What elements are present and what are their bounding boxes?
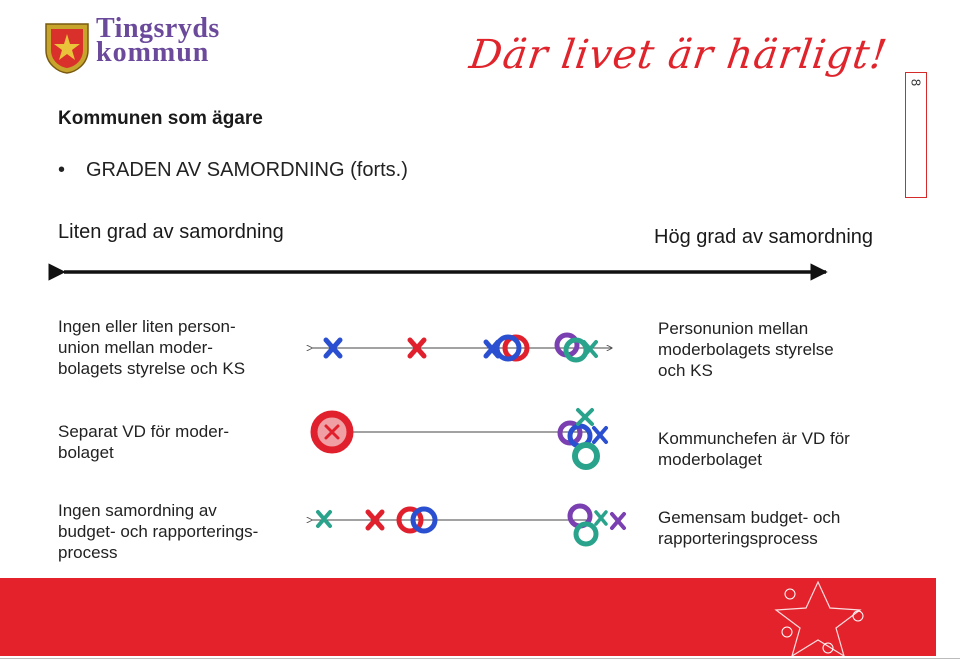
marker-cross-teal <box>578 410 592 424</box>
page-number: 8 <box>908 78 924 87</box>
logo-line-1: Tingsryds <box>96 13 220 44</box>
scale-label-high: Hög grad av samordning <box>654 226 874 248</box>
row-3-left-line: budget- och rapporterings- <box>58 522 259 541</box>
marker-cross-teal <box>318 512 330 526</box>
row-1-right-line: och KS <box>658 361 713 380</box>
row-2-left-line: Separat VD för moder- <box>58 422 230 441</box>
row-3-right-line: rapporteringsprocess <box>658 529 818 548</box>
marker-cross-blue <box>594 428 606 442</box>
row-2-right-line: Kommunchefen är VD för <box>658 429 850 448</box>
row-1-right-line: moderbolagets styrelse <box>658 340 834 359</box>
bullet-dot: • <box>58 159 66 181</box>
slogan: Där livet är härligt! <box>466 32 891 78</box>
marker-cross-purple <box>612 514 624 528</box>
footer-divider <box>0 658 960 659</box>
logo-line-2: kommun <box>96 37 210 68</box>
row-3-left-line: Ingen samordning av <box>58 501 217 520</box>
marker-ring-teal <box>575 445 597 467</box>
row-1-right-line: Personunion mellan <box>658 319 809 338</box>
row-1-left-line: union mellan moder- <box>58 338 213 357</box>
row-2-left-line: bolaget <box>58 443 114 462</box>
row-1-left-line: bolagets styrelse och KS <box>58 359 246 378</box>
row-3-left-line: process <box>58 543 118 562</box>
bullet-text: GRADEN AV SAMORDNING (forts.) <box>86 159 408 181</box>
scale-label-low: Liten grad av samordning <box>58 221 284 243</box>
footer-band <box>0 578 936 656</box>
row-2-right-line: moderbolaget <box>658 450 762 469</box>
marker-cross-teal <box>596 512 606 524</box>
marker-ring-teal <box>576 524 596 544</box>
row-1-left-line: Ingen eller liten person- <box>58 317 236 336</box>
star-decoration-icon <box>0 578 936 656</box>
row-3-right-line: Gemensam budget- och <box>658 508 841 527</box>
slide-heading: Kommunen som ägare <box>58 108 263 129</box>
